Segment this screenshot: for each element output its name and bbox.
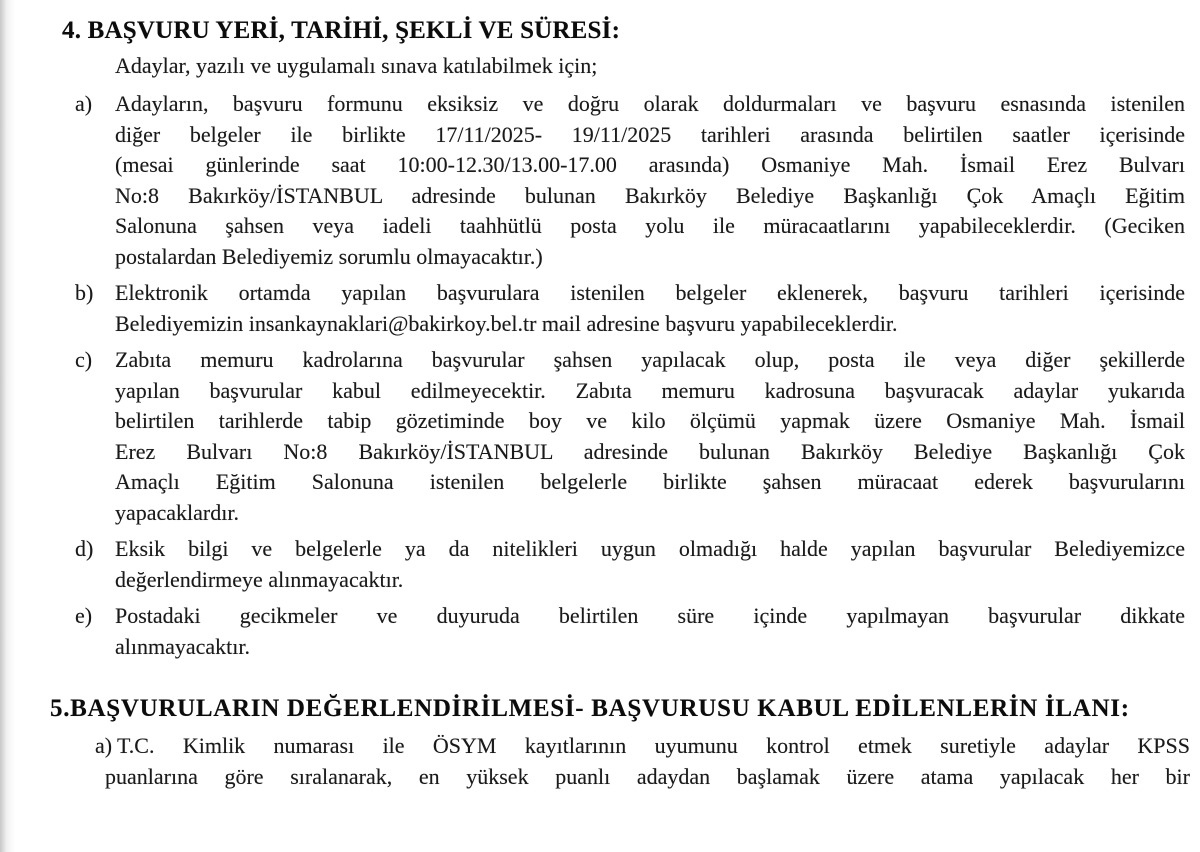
- section-5-heading: 5.BAŞVURULARIN DEĞERLENDİRİLMESİ- BAŞVURUSU KABUL EDİLENLERİN İLANI:: [50, 695, 1130, 722]
- text-line: belirtilen tarihlerde tabip gözetiminde boy ve kilo ölçümü yapmak üzere Osmaniye Mah. İsmail: [115, 408, 1185, 433]
- list-item-b: [75, 278, 1185, 339]
- text-line: T.C. Kimlik numarası ile ÖSYM kayıtlarının uyumunu kontrol etmek suretiyle adaylar KPSS: [117, 733, 1190, 758]
- text-line: değerlendirmeye alınmayacaktır.: [115, 566, 404, 592]
- list-item-e: [75, 601, 1185, 662]
- text-line: No:8 Bakırköy/İSTANBUL adresinde bulunan Bakırköy Belediye Başkanlığı Çok Amaçlı Eğitim: [115, 182, 1185, 208]
- list-item-d: [75, 534, 1185, 595]
- text-line: alınmayacaktır.: [115, 633, 250, 659]
- item-marker: a): [75, 91, 93, 116]
- document-body: [0, 15, 1200, 792]
- section-4: [0, 15, 1200, 662]
- section-4-intro: Adaylar, yazılı ve uygulamalı sınava katılabilmek için;: [115, 53, 598, 78]
- text-line: yapılan başvurular kabul edilmeyecektir. Zabıta memuru kadrosuna başvuracak adaylar yukarıda: [115, 377, 1185, 403]
- item-marker: a): [95, 733, 113, 758]
- text-line: Belediyemizin insankaynaklari@bakirkoy.bel.tr mail adresine başvuru yapabileceklerdir.: [115, 310, 898, 336]
- text-line: Amaçlı Eğitim Salonuna istenilen belgelerle birlikte şahsen müracaat ederek başvurularını: [115, 469, 1185, 494]
- text-line: (mesai günlerinde saat 10:00-12.30/13.00-17.00 arasında) Osmaniye Mah. İsmail Erez Bulvarı: [115, 152, 1185, 177]
- item-marker: b): [75, 280, 94, 305]
- text-line: Eksik bilgi ve belgelerle ya da nitelikleri uygun olmadığı halde yapılan başvurular Belediyemizce: [115, 536, 1185, 561]
- text-line: diğer belgeler ile birlikte 17/11/2025- 19/11/2025 tarihleri arasında belirtilen saatler içerisinde: [115, 121, 1185, 147]
- text-line: Postadaki gecikmeler ve duyuruda belirtilen süre içinde yapılmayan başvurular dikkate: [115, 603, 1185, 628]
- text-line: yapacaklardır.: [115, 499, 239, 525]
- list-item-a: [75, 89, 1185, 272]
- text-line: Elektronik ortamda yapılan başvurulara istenilen belgeler eklenerek, başvuru tarihleri içerisinde: [115, 280, 1185, 305]
- text-line: Erez Bulvarı No:8 Bakırköy/İSTANBUL adresinde bulunan Bakırköy Belediye Başkanlığı Çok: [115, 438, 1185, 464]
- text-line: Salonuna şahsen veya iadeli taahhütlü posta yolu ile müracaatlarını yapabileceklerdir. (Geciken: [115, 213, 1185, 238]
- list-item-a: [95, 731, 1190, 792]
- item-marker: c): [75, 347, 93, 372]
- text-line: Adayların, başvuru formunu eksiksiz ve doğru olarak doldurmaları ve başvuru esnasında istenilen: [115, 91, 1185, 116]
- section-5: [0, 693, 1200, 792]
- text-line: puanlarına göre sıralanarak, en yüksek puanlı adaydan başlamak üzere atama yapılacak her bir: [105, 763, 1190, 789]
- item-marker: e): [75, 603, 93, 628]
- list-item-c: [75, 345, 1185, 528]
- text-line: postalardan Belediyemiz sorumlu olmayacaktır.): [115, 243, 543, 269]
- text-line: Zabıta memuru kadrolarına başvurular şahsen yapılacak olup, posta ile veya diğer şekillerde: [115, 347, 1185, 372]
- section-4-heading: 4. BAŞVURU YERİ, TARİHİ, ŞEKLİ VE SÜRESİ:: [62, 17, 621, 44]
- item-marker: d): [75, 536, 94, 561]
